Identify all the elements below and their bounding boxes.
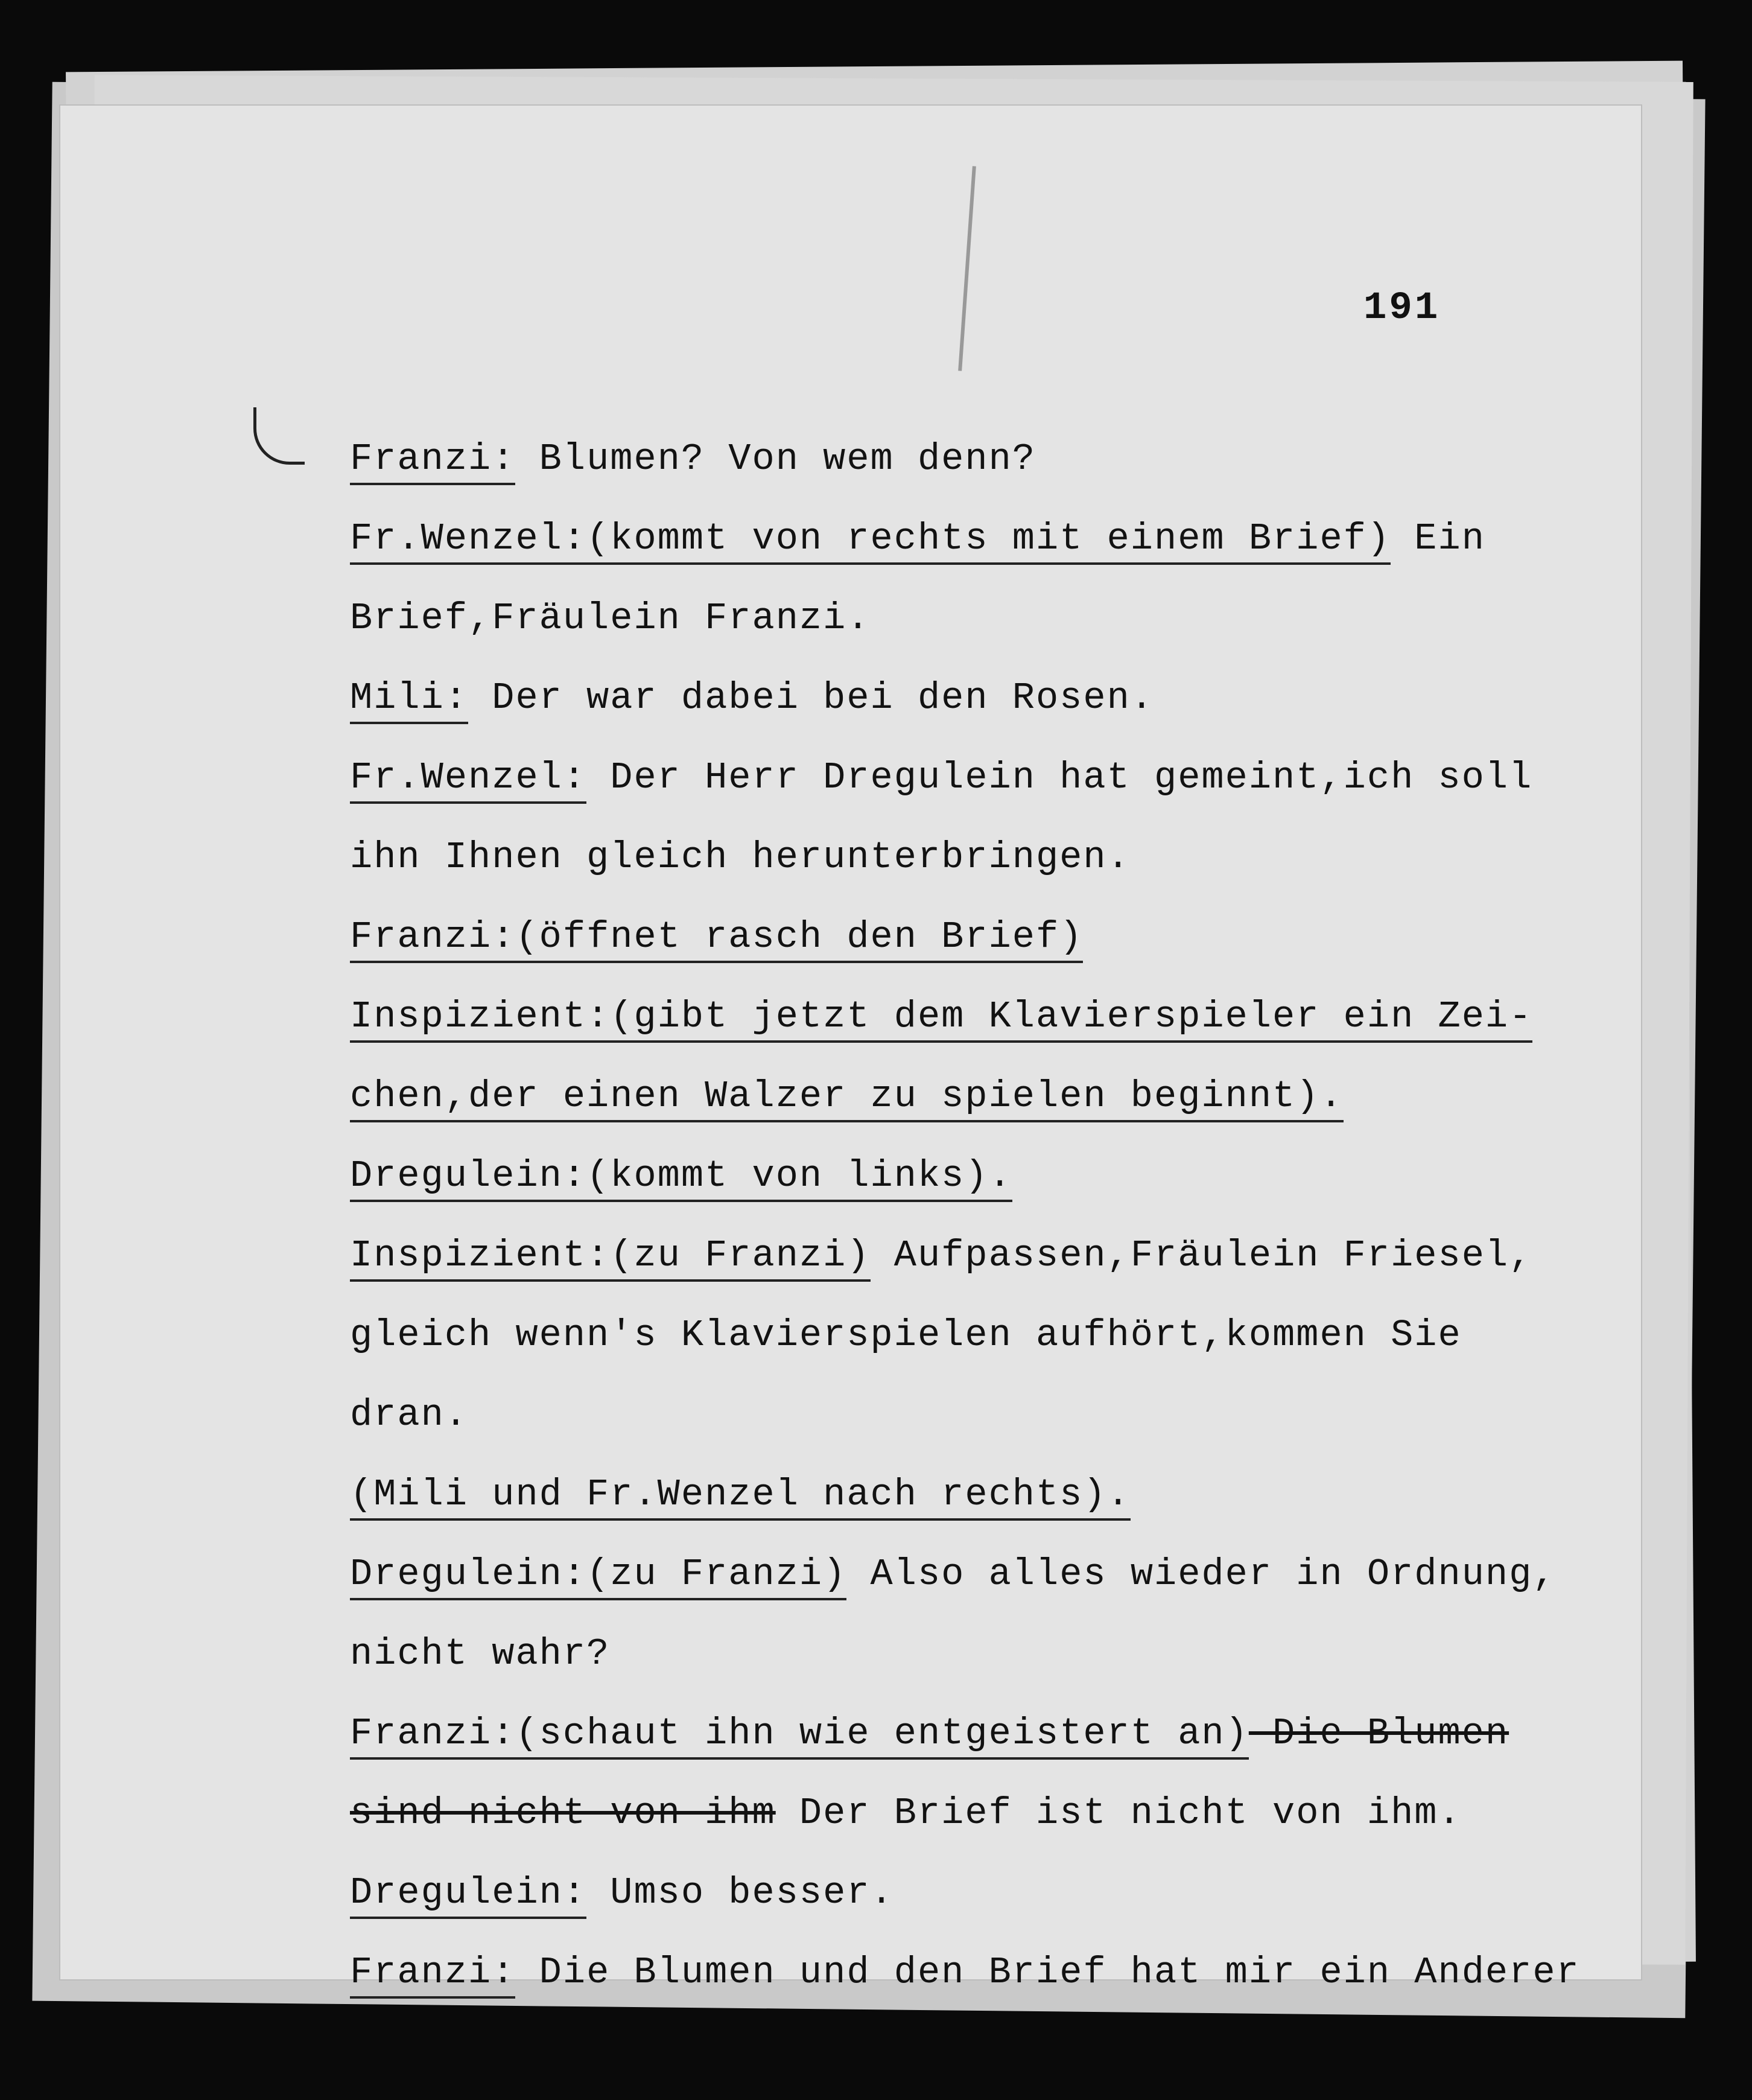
dialogue-text: Der Brief ist nicht von ihm. [775,1792,1462,1834]
dialogue-text: gleich wenn's Klavierspielen aufhört,kommen Sie [350,1314,1462,1357]
script-line [350,1136,1665,1216]
stage-direction: (gibt jetzt dem Klavierspieler ein Zei- [610,995,1532,1043]
stage-direction: (kommt von rechts mit einem Brief) [586,517,1391,565]
stage-direction: (öffnet rasch den Brief) [515,915,1083,963]
page-number: 191 [1363,287,1441,330]
script-line [350,1853,1665,1933]
speaker-name: Dregulein: [350,1553,586,1600]
dialogue-text: nicht wahr? [350,1632,611,1675]
script-lines [350,419,1665,2012]
script-line [350,1614,1665,1694]
script-line [350,897,1665,977]
speaker-name: Dregulein: [350,1154,586,1202]
speaker-name: Mili: [350,676,468,724]
dialogue-text: Ein [1391,517,1485,560]
script-line [350,499,1665,579]
script-line [350,419,1665,499]
dialogue-text: dran. [350,1393,469,1436]
stage-direction: (schaut ihn wie entgeistert an) [515,1712,1248,1760]
struck-text: sind nicht von ihm [350,1792,776,1834]
dialogue-text: Umso besser. [586,1871,894,1914]
script-line [350,1774,1665,1853]
paper-crease [958,166,976,371]
speaker-name: Inspizient: [350,1234,610,1282]
script-line [350,579,1665,658]
typewritten-page [60,106,1641,1994]
script-line [350,1375,1665,1455]
script-line [350,818,1665,897]
speaker-name: Franzi: [350,438,515,485]
script-line [350,658,1665,738]
speaker-name: Franzi: [350,1951,515,1999]
stage-direction: (kommt von links). [586,1154,1012,1202]
speaker-name: Inspizient: [350,995,610,1043]
script-line [350,738,1665,818]
script-line [350,977,1665,1057]
struck-text: Die Blumen [1248,1712,1509,1755]
script-line [350,1933,1665,2012]
script-line [350,1216,1665,1296]
dialogue-text: Brief,Fräulein Franzi. [350,597,871,640]
speaker-name: Franzi: [350,1712,515,1760]
dialogue-text: Der war dabei bei den Rosen. [468,676,1155,719]
pencil-mark [253,407,305,465]
dialogue-text: Aufpassen,Fräulein Friesel, [870,1234,1533,1277]
speaker-name: Franzi: [350,915,515,963]
script-line [350,1296,1665,1375]
stage-direction: (zu Franzi) [586,1553,846,1600]
stage-direction: (Mili und Fr.Wenzel nach rechts). [350,1473,1131,1521]
dialogue-text: Die Blumen und den Brief hat mir ein Anderer [515,1951,1580,1994]
speaker-name: Dregulein: [350,1871,586,1919]
speaker-name: Fr.Wenzel: [350,517,586,565]
dialogue-text: ihn Ihnen gleich herunterbringen. [350,836,1131,879]
dialogue-text: Blumen? Von wem denn? [515,438,1036,480]
stage-direction: chen,der einen Walzer zu spielen beginnt). [350,1075,1344,1122]
script-line [350,1535,1665,1614]
stage-direction: (zu Franzi) [610,1234,870,1282]
dialogue-text: Also alles wieder in Ordnung, [846,1553,1557,1596]
script-line [350,1455,1665,1535]
script-line [350,1694,1665,1774]
dialogue-text: Der Herr Dregulein hat gemeint,ich soll [586,756,1533,799]
speaker-name: Fr.Wenzel: [350,756,586,804]
script-line [350,1057,1665,1136]
